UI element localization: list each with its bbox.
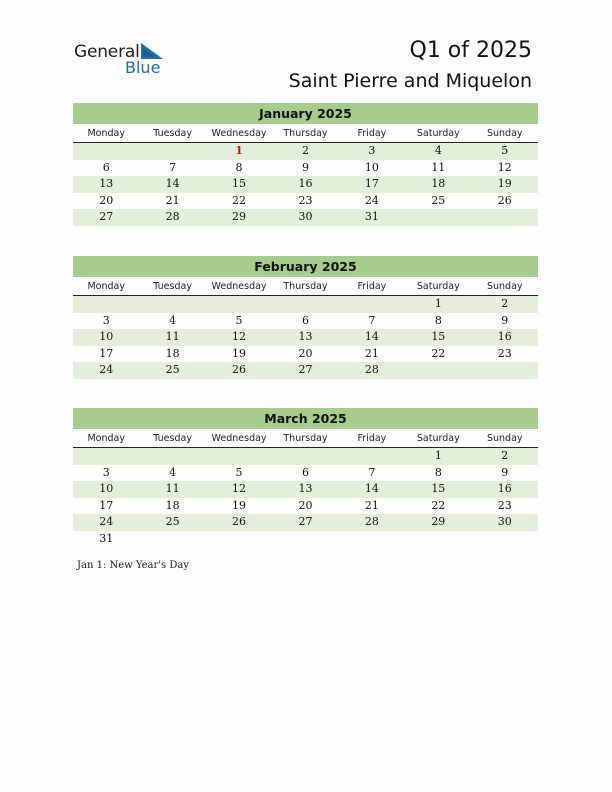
weekday-label: Thursday <box>272 277 338 296</box>
day-cell: 9 <box>501 465 509 479</box>
weekday-label: Tuesday <box>139 124 205 143</box>
weekday-label: Wednesday <box>206 277 272 296</box>
week-row <box>73 176 538 193</box>
weekday-label: Tuesday <box>139 429 205 448</box>
weekday-header-row <box>73 277 538 296</box>
week-row <box>73 209 538 226</box>
day-cell: 18 <box>165 346 180 360</box>
day-cell: 12 <box>497 160 512 174</box>
day-cell: 27 <box>73 209 139 226</box>
day-cell: 1 <box>405 296 471 313</box>
day-cell: 13 <box>272 481 338 498</box>
weekday-label: Monday <box>73 124 139 143</box>
logo-triangle-icon <box>141 43 163 59</box>
day-cell <box>139 143 205 160</box>
day-cell: 2 <box>472 296 538 313</box>
weekday-label: Friday <box>339 429 405 448</box>
day-cell <box>339 448 405 465</box>
day-cell: 21 <box>165 193 180 207</box>
week-row <box>73 448 538 465</box>
day-cell <box>272 296 338 313</box>
weekday-label: Sunday <box>472 124 538 143</box>
week-row <box>73 143 538 160</box>
weekday-header-row <box>73 429 538 448</box>
weekday-label: Sunday <box>472 429 538 448</box>
day-cell: 5 <box>472 143 538 160</box>
holiday-note: Jan 1: New Year's Day <box>77 560 189 571</box>
week-row <box>73 362 538 379</box>
day-cell: 7 <box>169 160 177 174</box>
day-cell: 29 <box>206 209 272 226</box>
month-block-february <box>73 256 538 379</box>
day-cell: 17 <box>339 176 405 193</box>
day-cell <box>73 296 139 313</box>
week-row <box>73 465 538 482</box>
weekday-label: Wednesday <box>206 124 272 143</box>
month-block-january <box>73 103 538 226</box>
day-cell: 12 <box>206 481 272 498</box>
day-cell: 8 <box>434 465 442 479</box>
day-cell: 4 <box>169 313 177 327</box>
day-cell: 9 <box>301 160 309 174</box>
week-row <box>73 193 538 210</box>
day-cell: 24 <box>73 362 139 379</box>
day-cell <box>405 362 471 379</box>
day-cell: 1 <box>206 143 272 160</box>
month-title: January 2025 <box>73 103 538 124</box>
day-cell: 2 <box>272 143 338 160</box>
day-cell: 13 <box>272 329 338 346</box>
day-cell: 26 <box>206 514 272 531</box>
weekday-label: Saturday <box>405 429 471 448</box>
day-cell <box>339 531 405 548</box>
weekday-label: Thursday <box>272 429 338 448</box>
day-cell: 22 <box>431 498 446 512</box>
day-cell: 3 <box>102 465 110 479</box>
day-cell: 7 <box>368 465 376 479</box>
week-row <box>73 498 538 515</box>
day-cell: 31 <box>99 531 114 545</box>
day-cell: 14 <box>339 329 405 346</box>
day-cell: 24 <box>364 193 379 207</box>
day-cell: 21 <box>364 346 379 360</box>
day-cell <box>272 531 338 548</box>
weekday-header-row <box>73 124 538 143</box>
week-row <box>73 514 538 531</box>
day-cell: 22 <box>431 346 446 360</box>
day-cell <box>405 531 471 548</box>
day-cell: 17 <box>99 346 114 360</box>
weekday-label: Friday <box>339 124 405 143</box>
day-cell: 25 <box>431 193 446 207</box>
day-cell <box>139 531 205 548</box>
day-cell <box>472 531 538 548</box>
month-block-march <box>73 408 538 548</box>
day-cell <box>206 296 272 313</box>
day-cell <box>272 448 338 465</box>
week-row <box>73 329 538 346</box>
day-cell: 19 <box>472 176 538 193</box>
weekday-label: Wednesday <box>206 429 272 448</box>
day-cell: 20 <box>298 346 313 360</box>
day-cell: 23 <box>298 193 313 207</box>
day-cell: 16 <box>472 481 538 498</box>
day-cell: 12 <box>206 329 272 346</box>
day-cell: 3 <box>339 143 405 160</box>
weekday-label: Monday <box>73 429 139 448</box>
week-row <box>73 531 538 548</box>
day-cell: 18 <box>405 176 471 193</box>
day-cell <box>73 143 139 160</box>
day-cell: 1 <box>405 448 471 465</box>
day-cell: 4 <box>405 143 471 160</box>
day-cell: 11 <box>431 160 446 174</box>
day-cell: 15 <box>206 176 272 193</box>
day-cell: 2 <box>472 448 538 465</box>
week-row <box>73 296 538 313</box>
logo-blue-text: Blue <box>125 58 161 77</box>
calendar-grid <box>73 124 538 226</box>
day-cell: 11 <box>139 481 205 498</box>
day-cell: 28 <box>139 209 205 226</box>
week-row <box>73 346 538 363</box>
day-cell: 13 <box>73 176 139 193</box>
week-row <box>73 313 538 330</box>
weekday-label: Saturday <box>405 277 471 296</box>
month-title: March 2025 <box>73 408 538 429</box>
weekday-label: Thursday <box>272 124 338 143</box>
day-cell: 3 <box>102 313 110 327</box>
day-cell: 30 <box>472 514 538 531</box>
day-cell <box>73 448 139 465</box>
weekday-label: Friday <box>339 277 405 296</box>
day-cell: 19 <box>232 346 247 360</box>
day-cell: 23 <box>497 346 512 360</box>
logo-general-text: General <box>74 42 140 62</box>
day-cell: 8 <box>235 160 243 174</box>
week-row <box>73 160 538 177</box>
day-cell: 10 <box>73 481 139 498</box>
day-cell: 15 <box>405 329 471 346</box>
day-cell: 27 <box>272 362 338 379</box>
day-cell <box>339 296 405 313</box>
day-cell: 6 <box>301 465 309 479</box>
general-blue-logo <box>74 42 174 78</box>
weekday-label: Sunday <box>472 277 538 296</box>
day-cell: 29 <box>405 514 471 531</box>
week-row <box>73 481 538 498</box>
month-title: February 2025 <box>73 256 538 277</box>
day-cell <box>472 362 538 379</box>
day-cell: 14 <box>339 481 405 498</box>
day-cell: 22 <box>232 193 247 207</box>
day-cell: 25 <box>139 362 205 379</box>
calendar-grid <box>73 277 538 379</box>
day-cell: 31 <box>339 209 405 226</box>
day-cell: 6 <box>102 160 110 174</box>
day-cell: 8 <box>434 313 442 327</box>
day-cell: 15 <box>405 481 471 498</box>
day-cell: 14 <box>139 176 205 193</box>
day-cell: 26 <box>206 362 272 379</box>
page-title: Q1 of 2025 <box>409 38 532 63</box>
calendar-grid <box>73 429 538 548</box>
day-cell: 20 <box>298 498 313 512</box>
day-cell: 18 <box>165 498 180 512</box>
day-cell: 24 <box>73 514 139 531</box>
day-cell: 30 <box>272 209 338 226</box>
day-cell: 16 <box>472 329 538 346</box>
day-cell: 16 <box>272 176 338 193</box>
weekday-label: Monday <box>73 277 139 296</box>
day-cell: 19 <box>232 498 247 512</box>
page-subtitle: Saint Pierre and Miquelon <box>288 70 532 92</box>
day-cell: 5 <box>235 313 243 327</box>
day-cell: 11 <box>139 329 205 346</box>
day-cell: 20 <box>99 193 114 207</box>
day-cell: 27 <box>272 514 338 531</box>
day-cell: 7 <box>368 313 376 327</box>
weekday-label: Tuesday <box>139 277 205 296</box>
weekday-label: Saturday <box>405 124 471 143</box>
day-cell: 9 <box>501 313 509 327</box>
day-cell <box>206 448 272 465</box>
day-cell: 25 <box>139 514 205 531</box>
day-cell: 10 <box>364 160 379 174</box>
day-cell: 5 <box>235 465 243 479</box>
day-cell: 4 <box>169 465 177 479</box>
day-cell: 6 <box>301 313 309 327</box>
day-cell: 17 <box>99 498 114 512</box>
day-cell <box>405 209 471 226</box>
day-cell: 21 <box>364 498 379 512</box>
day-cell <box>206 531 272 548</box>
day-cell: 23 <box>497 498 512 512</box>
day-cell: 28 <box>339 514 405 531</box>
day-cell <box>139 448 205 465</box>
day-cell: 28 <box>339 362 405 379</box>
day-cell: 10 <box>73 329 139 346</box>
day-cell <box>139 296 205 313</box>
day-cell: 26 <box>497 193 512 207</box>
day-cell <box>472 209 538 226</box>
